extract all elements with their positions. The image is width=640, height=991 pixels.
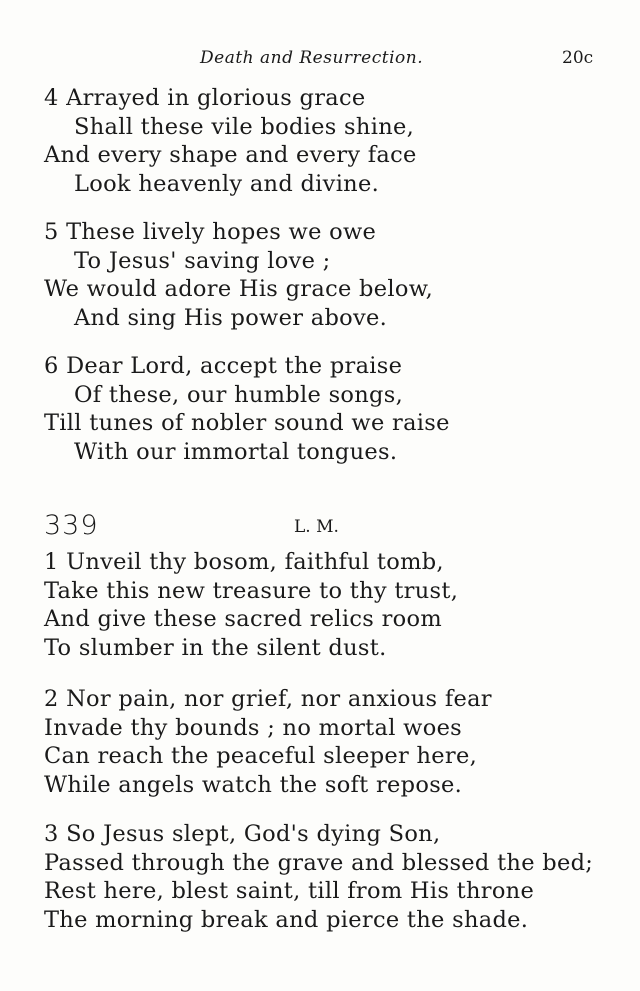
stanza-line: 6 Dear Lord, accept the praise (44, 353, 403, 379)
stanza-line: And every shape and every face (44, 142, 417, 168)
stanza-line: Rest here, blest saint, till from His throne (44, 878, 535, 904)
stanza-5 (44, 218, 634, 332)
stanza-4 (44, 84, 634, 198)
stanza-line: Passed through the grave and blessed the bed; (44, 849, 594, 876)
stanza-line: Of these, our humble songs, (74, 381, 404, 408)
stanza-6 (44, 352, 634, 466)
stanza-line: Till tunes of nobler sound we raise (44, 410, 450, 436)
stanza-line: We would adore His grace below, (44, 276, 434, 302)
stanza-line: Shall these vile bodies shine, (74, 113, 415, 140)
stanza-line: 4 Arrayed in glorious grace (44, 85, 366, 111)
stanza-line: Look heavenly and divine. (74, 170, 380, 197)
section-title: Death and Resurrection. (200, 48, 424, 68)
stanza-line: The morning break and pierce the shade. (44, 906, 529, 933)
hymn-stanza-1 (44, 548, 634, 662)
hymn-stanza-3 (44, 820, 634, 934)
stanza-line: And give these sacred relics room (44, 606, 442, 632)
stanza-line: To Jesus' saving love ; (74, 247, 331, 274)
stanza-line: Invade thy bounds ; no mortal woes (44, 714, 463, 741)
hymn-header (44, 510, 634, 542)
hymn-number: 339 (44, 510, 99, 541)
running-head (0, 48, 640, 70)
hymn-stanza-2 (44, 685, 634, 799)
stanza-line: 2 Nor pain, nor grief, nor anxious fear (44, 686, 492, 712)
stanza-line: 5 These lively hopes we owe (44, 219, 377, 245)
stanza-line: Take this new treasure to thy trust, (44, 577, 459, 604)
stanza-line: While angels watch the soft repose. (44, 771, 463, 798)
stanza-line: With our immortal tongues. (74, 438, 398, 465)
hymn-meter: L. M. (294, 517, 339, 537)
stanza-line: 1 Unveil thy bosom, faithful tomb, (44, 549, 444, 575)
stanza-line: Can reach the peaceful sleeper here, (44, 743, 478, 769)
page-number: 20c (562, 48, 594, 68)
stanza-line: 3 So Jesus slept, God's dying Son, (44, 821, 441, 847)
stanza-line: To slumber in the silent dust. (44, 634, 387, 661)
stanza-line: And sing His power above. (74, 304, 388, 331)
